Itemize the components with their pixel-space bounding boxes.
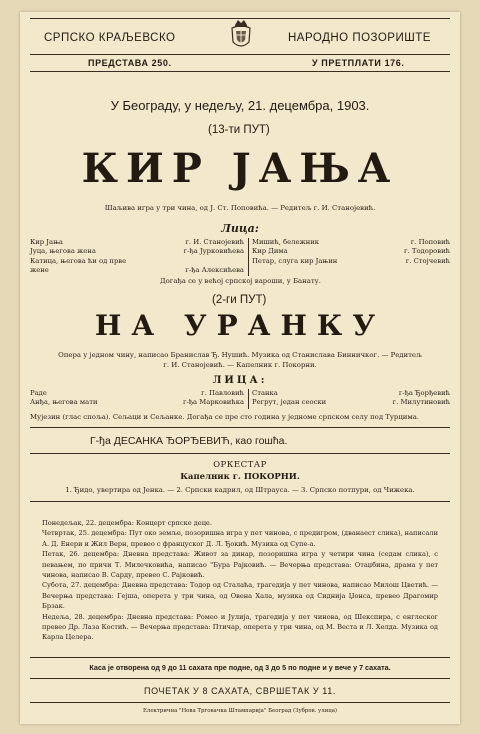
cast-row: Јуца, његова жена г-ђа Јурковићева <box>30 247 244 256</box>
play1-setting: Догађа се у већој српској вароши, у Банату. <box>160 277 321 285</box>
cast-row: Петар, слуга кир Јањин г. Стојчевић <box>252 256 450 265</box>
cast-divider <box>248 238 249 276</box>
cast-row: Анђа, његова мати г-ђа Марковићка <box>30 398 244 407</box>
play1-subtitle: Шаљива игра у три чина, од Ј. Ст. Поповића. — Редитељ г. И. Станојевић. <box>104 204 376 212</box>
orchestra-heading: ОРКЕСТАР <box>213 460 267 470</box>
play1-title: КИР ЈАЊА <box>81 145 399 192</box>
play2-count: (2-ги ПУТ) <box>212 294 267 306</box>
section-rule <box>30 678 450 679</box>
section-rule <box>30 657 450 658</box>
schedule-entry: Недеља, 28. децембра: Дневна представа: Ромео и Јулија, трагедија у пет чинова, од Шекспира, с енглеског превео Др. Лаза Костић. — Вечерња представа: Птичар, оперета у три чина, од М. Веста и Л. Хелда. Музика од Карла Целера. <box>42 612 438 642</box>
subscription-number: У ПРЕТПЛАТИ 176. <box>312 58 405 68</box>
play2-note: Мујезин (глас споља). Сељаци и Сељанке. Догађа се пре сто година у једноме српском селу под Турцима. <box>30 413 420 421</box>
play2-cast-left <box>30 389 244 408</box>
play2-cast-right <box>252 389 450 408</box>
theatre-poster <box>20 12 460 724</box>
theatre-name-left: СРПСКО КРАЉЕВСКО <box>44 32 176 44</box>
start-end-time: ПОЧЕТАК У 8 САХАТА, СВРШЕТАК У 11. <box>144 686 336 696</box>
cast-row: Раде г. Павловић <box>30 389 244 397</box>
cast-row: Кир Јања г. И. Станојевић <box>30 238 244 246</box>
play2-subtitle-2: г. И. Станојевић. — Капелник г. Покорни. <box>163 361 317 369</box>
header-rule <box>30 54 450 55</box>
header-rule-2 <box>30 71 450 72</box>
play1-cast-right <box>252 238 450 266</box>
play2-title: НА УРАНКУ <box>94 309 386 342</box>
cast-row: Катица, његова ћи од прве <box>30 256 127 265</box>
section-rule <box>30 427 450 428</box>
schedule-entry: Субота, 27. децембра: Дневна представа: Тодор од Сталаћа, трагедија у пет чинова, написао Милош Цветић. — Вечерња представа: Гејша, оперета у три чина, од Овена Хала, музика од Сиднија Џонса, превео Драгомир Брзак. <box>42 581 438 611</box>
performance-number: ПРЕДСТАВА 250. <box>88 58 172 68</box>
section-rule <box>30 702 450 703</box>
schedule-entry: Четвртак, 25. децембра: Пут око земље, позоришна игра у пет чинова, с предигром, (дванаест слика), написали А. Д. Енери и Жил Верн, превео с француског Д. Л. Ђокић. Музика од Супе-а. <box>42 529 438 548</box>
orchestra-conductor: Капелник г. ПОКОРНИ. <box>180 472 300 482</box>
cast-divider <box>248 389 249 409</box>
cast-row: Регрут, један сеоски г. Милутиновић <box>252 398 450 407</box>
schedule-entry: Петак, 26. децембра: Дневна представа: Живот за динар, позоришна игра у четири чина (седам слика), с певањем, по причи Т. Милечковића, написао "Бура Рајковић. — Вечерња представа: Отаџбина, драма у пет чинова, написао В. Сарду, превео С. Рајковић. <box>42 550 438 580</box>
play2-subtitle-1: Опера у једном чину, написао Бранислав Ђ. Нушић. Музика од Станислава Бинничког. — Редитељ <box>58 351 422 359</box>
date-line: У Београду, у недељу, 21. децембра, 1903. <box>110 98 370 113</box>
play1-cast-left <box>30 238 244 276</box>
cast-row: Мишић, бележник г. Поповић <box>252 238 450 246</box>
section-rule <box>30 501 450 502</box>
theatre-name-right: НАРОДНО ПОЗОРИШТЕ <box>288 32 431 44</box>
printer-imprint: Електрична "Нова Трговачка Штампарија" Београд (Зубров. улица) <box>142 708 338 714</box>
royal-coat-of-arms-icon <box>230 18 252 52</box>
section-rule <box>30 453 450 454</box>
guest-line: Г-ђа ДЕСАНКА ЂОРЂЕВИЋ, као гошћа. <box>90 435 288 447</box>
play1-count: (13-ти ПУТ) <box>208 124 270 136</box>
box-office-hours: Каса је отворена од 9 до 11 сахата пре подне, од 3 до 5 по подне и у вече у 7 сахата. <box>89 663 391 672</box>
schedule-entry: Понедељак, 22. децембра: Концерт српске деце. <box>42 519 212 527</box>
cast-row: Кир Дима г. Тодоровић <box>252 247 450 256</box>
cast-row: жене г-ђа Алексићева <box>30 266 244 275</box>
play1-cast-heading: Лица: <box>221 222 259 235</box>
cast-row: Станка г-ђа Ђорђевић <box>252 389 450 397</box>
play2-cast-heading: ЛИЦА: <box>212 375 268 386</box>
orchestra-pieces: 1. Ђидо, увертира од Јенка. — 2. Српски кадрил, од Штрауса. — 3. Српско потпури, од Чижека. <box>65 486 415 494</box>
schedule-block <box>42 518 438 643</box>
